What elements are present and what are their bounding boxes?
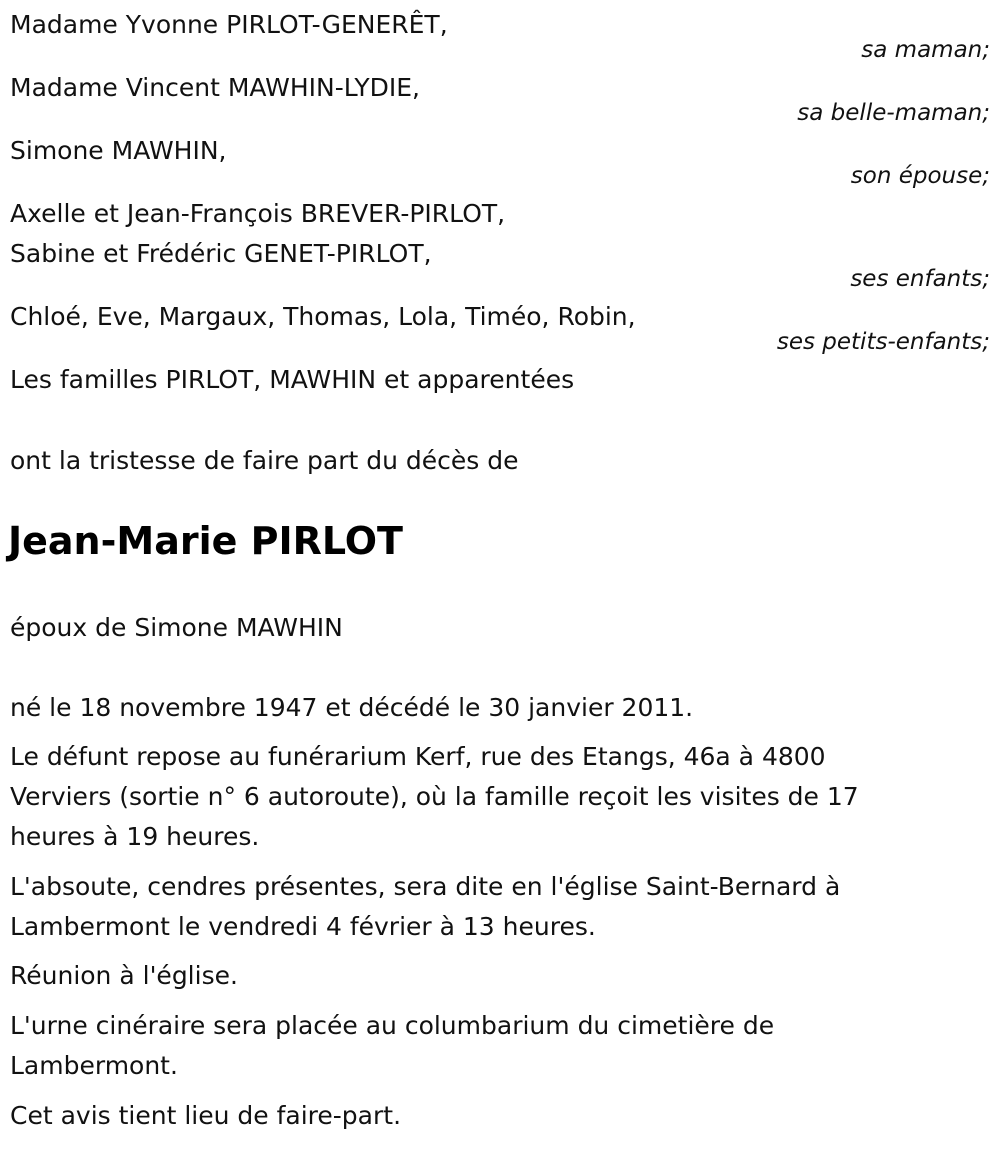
family-member-wife: Simone MAWHIN, [10, 136, 227, 165]
family-member-mother: Madame Yvonne PIRLOT-GENERÊT, [10, 10, 448, 39]
urn-line-2: Lambermont. [10, 1051, 178, 1080]
role-wife: son épouse; [850, 163, 990, 189]
ceremony-line-1: L'absoute, cendres présentes, sera dite en l'église Saint-Bernard à [10, 872, 841, 901]
family-member-relatives: Les familles PIRLOT, MAWHIN et apparentées [10, 365, 575, 394]
reunion-note: Réunion à l'église. [10, 961, 238, 990]
role-children: ses enfants; [850, 266, 990, 292]
role-grandchildren: ses petits-enfants; [776, 329, 990, 355]
family-member-grandchildren: Chloé, Eve, Margaux, Thomas, Lola, Timéo, Robin, [10, 302, 636, 331]
funeral-home-line-1: Le défunt repose au funérarium Kerf, rue des Etangs, 46a à 4800 [10, 742, 826, 771]
announcement-text: ont la tristesse de faire part du décès de [10, 446, 519, 475]
family-member-children-1: Axelle et Jean-François BREVER-PIRLOT, [10, 199, 506, 228]
role-mother-in-law: sa belle-maman; [797, 100, 990, 126]
ceremony-line-2: Lambermont le vendredi 4 février à 13 heures. [10, 912, 596, 941]
birth-death-dates: né le 18 novembre 1947 et décédé le 30 janvier 2011. [10, 693, 694, 722]
closing-note: Cet avis tient lieu de faire-part. [10, 1101, 402, 1130]
funeral-home-line-3: heures à 19 heures. [10, 822, 260, 851]
family-member-mother-in-law: Madame Vincent MAWHIN-LYDIE, [10, 73, 420, 102]
role-mother: sa maman; [861, 37, 990, 63]
funeral-home-line-2: Verviers (sortie n° 6 autoroute), où la famille reçoit les visites de 17 [10, 782, 859, 811]
deceased-spouse: époux de Simone MAWHIN [10, 613, 343, 642]
deceased-name: Jean-Marie PIRLOT [8, 519, 403, 563]
family-member-children-2: Sabine et Frédéric GENET-PIRLOT, [10, 239, 432, 268]
urn-line-1: L'urne cinéraire sera placée au columbarium du cimetière de [10, 1011, 775, 1040]
